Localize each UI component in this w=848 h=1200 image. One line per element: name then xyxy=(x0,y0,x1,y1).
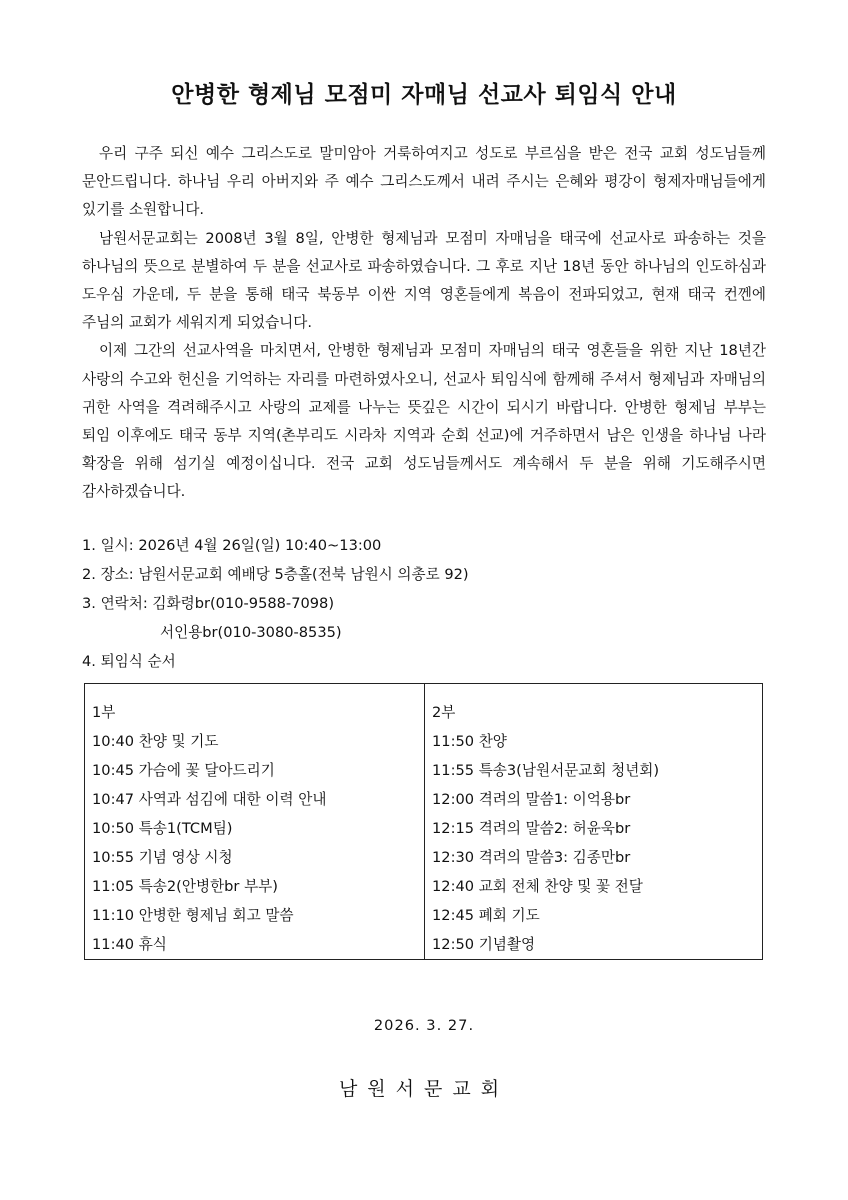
event-datetime: 1. 일시: 2026년 4월 26일(일) 10:40~13:00 xyxy=(82,537,382,554)
contact-secondary: 서인용br(010-3080-8535) xyxy=(160,624,342,641)
program-item: 12:15 격려의 말씀2: 허윤욱br xyxy=(432,820,631,837)
program-item: 12:45 폐회 기도 xyxy=(432,907,540,924)
program-item: 10:55 기념 영상 시청 xyxy=(92,849,233,866)
program-item: 11:05 특송2(안병한br 부부) xyxy=(92,878,278,895)
program-item: 10:47 사역과 섬김에 대한 이력 안내 xyxy=(92,791,327,808)
contact-primary: 3. 연락처: 김화령br(010-9588-7098) xyxy=(82,595,335,612)
document-date: 2026. 3. 27. xyxy=(373,1017,475,1034)
church-signature: 남원서문교회 xyxy=(338,1078,510,1100)
program-item: 11:10 안병한 형제님 회고 말씀 xyxy=(92,907,294,924)
letter-body xyxy=(82,140,766,507)
program-item: 11:40 휴식 xyxy=(92,936,167,953)
ceremony-order-table xyxy=(84,683,763,960)
part-1-heading: 1부 xyxy=(92,704,116,721)
invitation-paragraph: 이제 그간의 선교사역을 마치면서, 안병한 형제님과 모점미 자매님의 태국 영혼들을 위한 지난 18년간 사랑의 수고와 헌신을 기억하는 자리를 마련하였사오니, 선교사 퇴임식에 함께해 주셔서 형제님과 자매님의 귀한 사역을 격려해주시고 사랑의 교제를 나누는 뜻깊은 시간이 되시기 바랍니다. 안병한 형제님 부부는 퇴임 이후에도 태국 동부 지역(촌부리도 시라차 지역과 순회 선교)에 거주하면서 남은 인생을 하나님 나라 확장을 위해 섬기실 예정이십니다. 전국 교회 성도님들께서도 계속해서 두 분을 위해 기도해주시면 감사하겠습니다. xyxy=(82,342,766,501)
order-heading: 4. 퇴임식 순서 xyxy=(82,653,176,670)
document-title: 안병한 형제님 모점미 자매님 선교사 퇴임식 안내 xyxy=(171,82,677,108)
program-item: 12:50 기념촬영 xyxy=(432,936,536,953)
program-item: 12:40 교회 전체 찬양 및 꽃 전달 xyxy=(432,878,643,895)
program-item: 11:55 특송3(남원서문교회 청년회) xyxy=(432,762,660,779)
part-2-column xyxy=(425,684,762,959)
program-item: 12:30 격려의 말씀3: 김종만br xyxy=(432,849,631,866)
program-item: 11:50 찬양 xyxy=(432,733,507,750)
history-paragraph: 남원서문교회는 2008년 3월 8일, 안병한 형제님과 모점미 자매님을 태국에 선교사로 파송하는 것을 하나님의 뜻으로 분별하여 두 분을 선교사로 파송하였습니다. 그 후로 지난 18년 동안 하나님의 인도하심과 도우심 가운데, 두 분을 통해 태국 북동부 이싼 지역 영혼들에게 복음이 전파되었고, 현재 태국 컨껜에 주님의 교회가 세워지게 되었습니다. xyxy=(82,229,766,332)
part-2-heading: 2부 xyxy=(432,704,456,721)
program-item: 10:50 특송1(TCM팀) xyxy=(92,820,233,837)
program-item: 12:00 격려의 말씀1: 이억용br xyxy=(432,791,631,808)
greeting-paragraph: 우리 구주 되신 예수 그리스도로 말미암아 거룩하여지고 성도로 부르심을 받은 전국 교회 성도님들께 문안드립니다. 하나님 우리 아버지와 주 예수 그리스도께서 내려 주시는 은혜와 평강이 형제자매님들에게 있기를 소원합니다. xyxy=(82,145,766,219)
event-place: 2. 장소: 남원서문교회 예배당 5층홀(전북 남원시 의총로 92) xyxy=(82,566,469,583)
program-item: 10:40 찬양 및 기도 xyxy=(92,733,219,750)
event-info xyxy=(82,531,782,676)
part-1-column xyxy=(85,684,425,959)
program-item: 10:45 가슴에 꽃 달아드리기 xyxy=(92,762,275,779)
